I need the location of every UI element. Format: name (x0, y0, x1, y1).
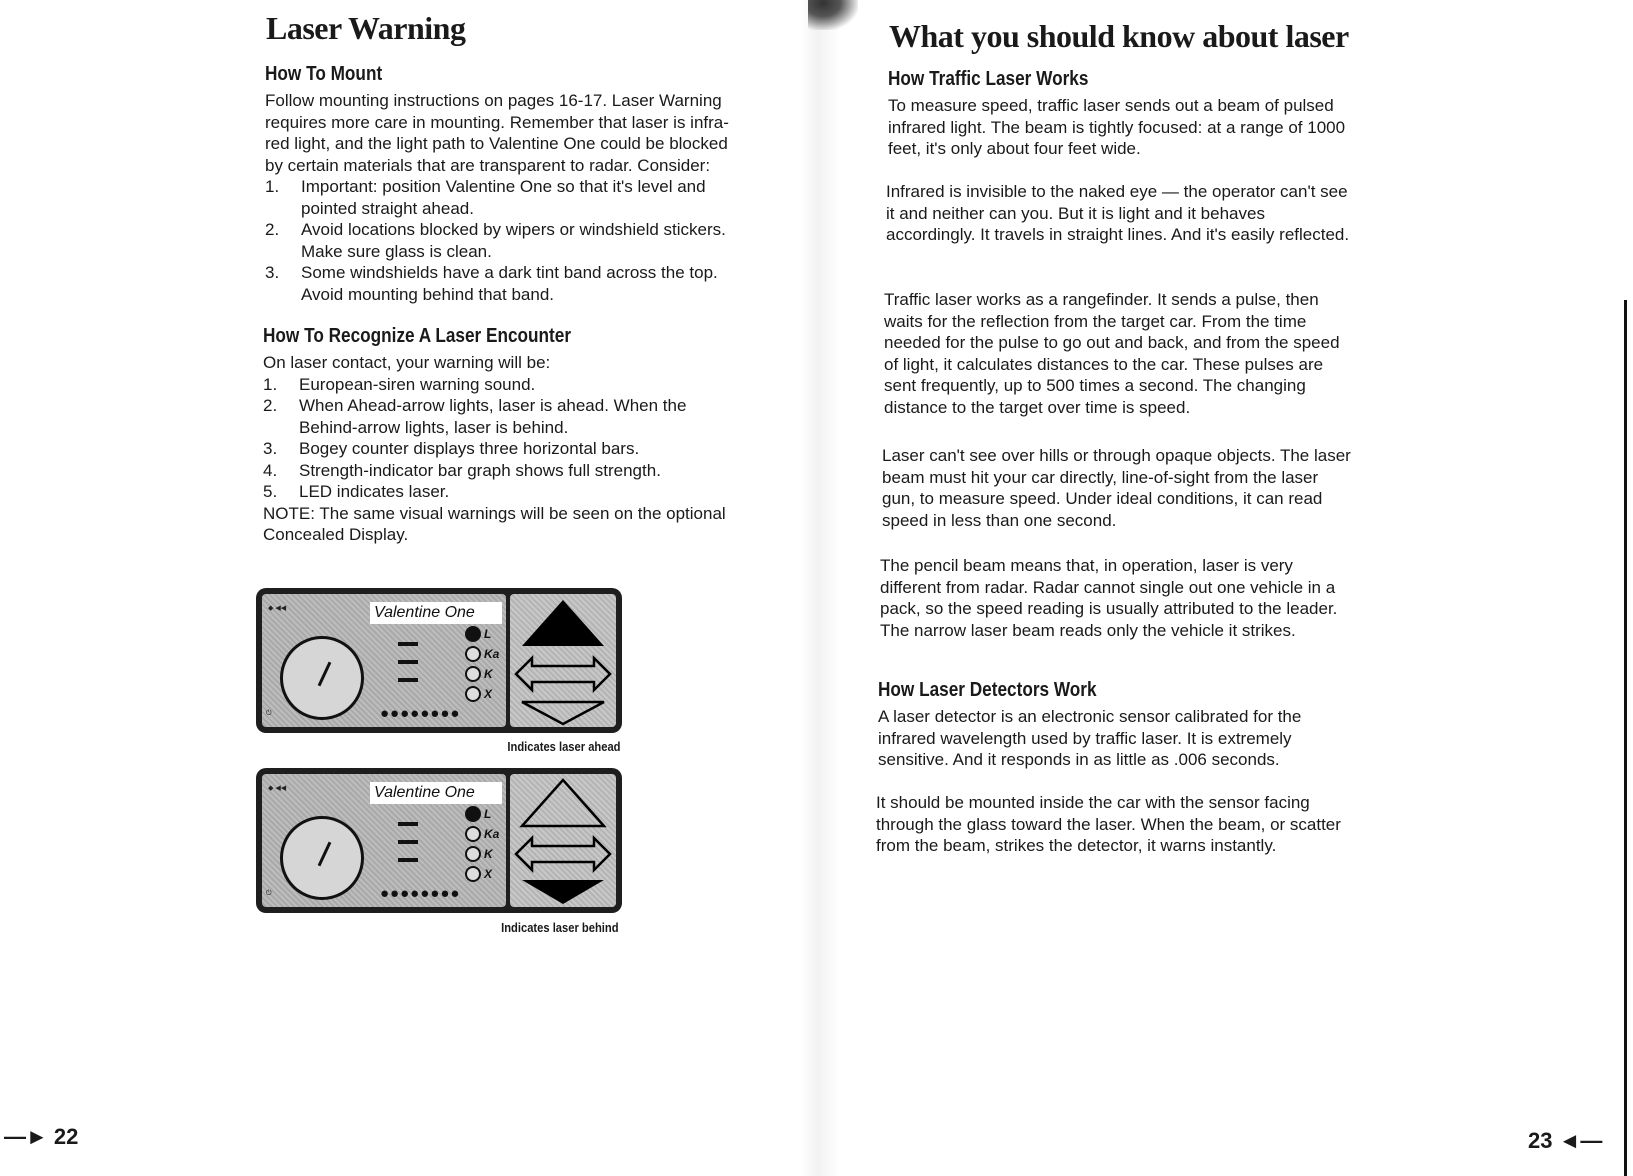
detector-display-ahead (256, 588, 622, 733)
strength-meter: ●●●●●●●● (380, 886, 461, 902)
mount-section (265, 90, 745, 305)
note-text: NOTE: The same visual warnings will be seen on the optional Concealed Display. (263, 503, 726, 544)
band-label: L (484, 627, 492, 641)
band-label: Ka (484, 647, 500, 661)
brand-label: Valentine One (370, 782, 502, 804)
band-led-laser (465, 626, 481, 642)
band-label: L (484, 807, 492, 821)
list-item: 1. European-siren warning sound. (263, 374, 536, 394)
display-face: ◆ ◀◀ Valentine One L Ka K X ●●●●●●●● ⏻ (262, 594, 506, 727)
volume-knob-icon (280, 816, 364, 900)
left-page (0, 0, 815, 1176)
caption-behind: Indicates laser behind (501, 920, 619, 935)
direction-arrows-icon (510, 594, 616, 727)
list-item: 1. Important: position Valentine One so that it's level and pointed straight ahead. (265, 177, 706, 218)
band-label: K (484, 667, 493, 681)
bogey-bar (398, 642, 418, 646)
paragraph: A laser detector is an electronic sensor calibrated for the infrared wavelength used by traffic laser. It is extremely sensitive. And it responds in as little as .006 seconds. (878, 707, 1302, 769)
bogey-bar (398, 858, 418, 862)
band-led-x (465, 866, 481, 882)
band-led-k (465, 666, 481, 682)
list-item: 5. LED indicates laser. (263, 482, 450, 501)
bogey-bar (398, 678, 418, 682)
list-item: 2. Avoid locations blocked by wipers or windshield stickers. Make sure glass is clean. (265, 220, 726, 261)
band-led-x (465, 686, 481, 702)
bogey-bar (398, 840, 418, 844)
strength-meter: ●●●●●●●● (380, 706, 461, 722)
section-heading-traffic-laser: How Traffic Laser Works (888, 68, 1089, 90)
list-item: 3. Some windshields have a dark tint band across the top. Avoid mounting behind that band. (265, 263, 718, 304)
paragraph: Infrared is invisible to the naked eye — the operator can't see it and neither can you. But it is light and it behaves accordingly. It travels in straight lines. And it's easily reflected. (886, 182, 1350, 244)
paragraph: To measure speed, traffic laser sends out a beam of pulsed infrared light. The beam is tightly focused: at a range of 1000 feet, it's only about four feet wide. (888, 96, 1346, 158)
band-led-laser (465, 806, 481, 822)
recognize-intro: On laser contact, your warning will be: (263, 353, 551, 372)
bogey-bar (398, 660, 418, 664)
band-led-ka (465, 646, 481, 662)
list-item: 4. Strength-indicator bar graph shows full strength. (263, 460, 661, 480)
section-heading-recognize: How To Recognize A Laser Encounter (263, 325, 572, 347)
direction-arrows-icon (510, 774, 616, 907)
right-page (815, 0, 1633, 1176)
section-heading-detectors: How Laser Detectors Work (878, 679, 1097, 701)
mount-intro: Follow mounting instructions on pages 16-17. Laser Warning requires more care in mounting. Remember that laser is infra-red light, and the light path to Valentine One could be blocked by certain materials that are transparent to radar. Consider: (265, 91, 729, 175)
page-title: Laser Warning (266, 10, 466, 46)
band-label: X (484, 687, 493, 701)
list-item: 2. When Ahead-arrow lights, laser is ahead. When the Behind-arrow lights, laser is behind. (263, 396, 687, 437)
band-label: X (484, 867, 493, 881)
arrow-indicator-panel (510, 774, 616, 907)
recognize-steps (263, 374, 733, 503)
band-label: Ka (484, 827, 500, 841)
power-icon: ⏻ (266, 710, 272, 717)
section-heading-mount: How To Mount (265, 63, 383, 85)
power-icon: ⏻ (266, 890, 272, 897)
mount-steps (265, 176, 745, 305)
page-title: What you should know about laser (889, 18, 1349, 54)
paragraph: The pencil beam means that, in operation, laser is very different from radar. Radar cannot single out one vehicle in a pack, so the speed reading is usually attributed to the leader. The narrow laser beam reads only the vehicle it strikes. (880, 556, 1338, 640)
arrow-indicator-panel (510, 594, 616, 727)
arrow-left-icon: ◄— (1558, 1128, 1603, 1153)
brand-label: Valentine One (370, 602, 502, 624)
page-number-right: 23 ◄— (1528, 1128, 1603, 1153)
caption-ahead: Indicates laser ahead (507, 739, 621, 754)
bogey-bar (398, 822, 418, 826)
paragraph: It should be mounted inside the car with the sensor facing through the glass toward the laser. When the beam, or scatter from the beam, strikes the detector, it warns instantly. (876, 793, 1341, 855)
detector-display-behind (256, 768, 622, 913)
list-item: 3. Bogey counter displays three horizontal bars. (263, 439, 640, 458)
band-led-ka (465, 826, 481, 842)
paragraph: Traffic laser works as a rangefinder. It sends a pulse, then waits for the reflection from the target car. From the time needed for the pulse to go out and back, and from the speed of light, it calculates distances to the car. These pulses are sent frequently, up to 500 times a second. The changing distance to the target over time is speed. (884, 290, 1340, 417)
band-label: K (484, 847, 493, 861)
volume-knob-icon (280, 636, 364, 720)
paragraph: Laser can't see over hills or through opaque objects. The laser beam must hit your car directly, line-of-sight from the laser gun, to measure speed. Under ideal conditions, it can read speed in less than one second. (882, 446, 1351, 530)
page-number-left: —► 22 (4, 1124, 79, 1149)
display-face: ◆ ◀◀ Valentine One L Ka K X ●●●●●●●● ⏻ (262, 774, 506, 907)
band-led-k (465, 846, 481, 862)
arrow-right-icon: —► (4, 1124, 48, 1149)
recognize-section (263, 352, 733, 546)
